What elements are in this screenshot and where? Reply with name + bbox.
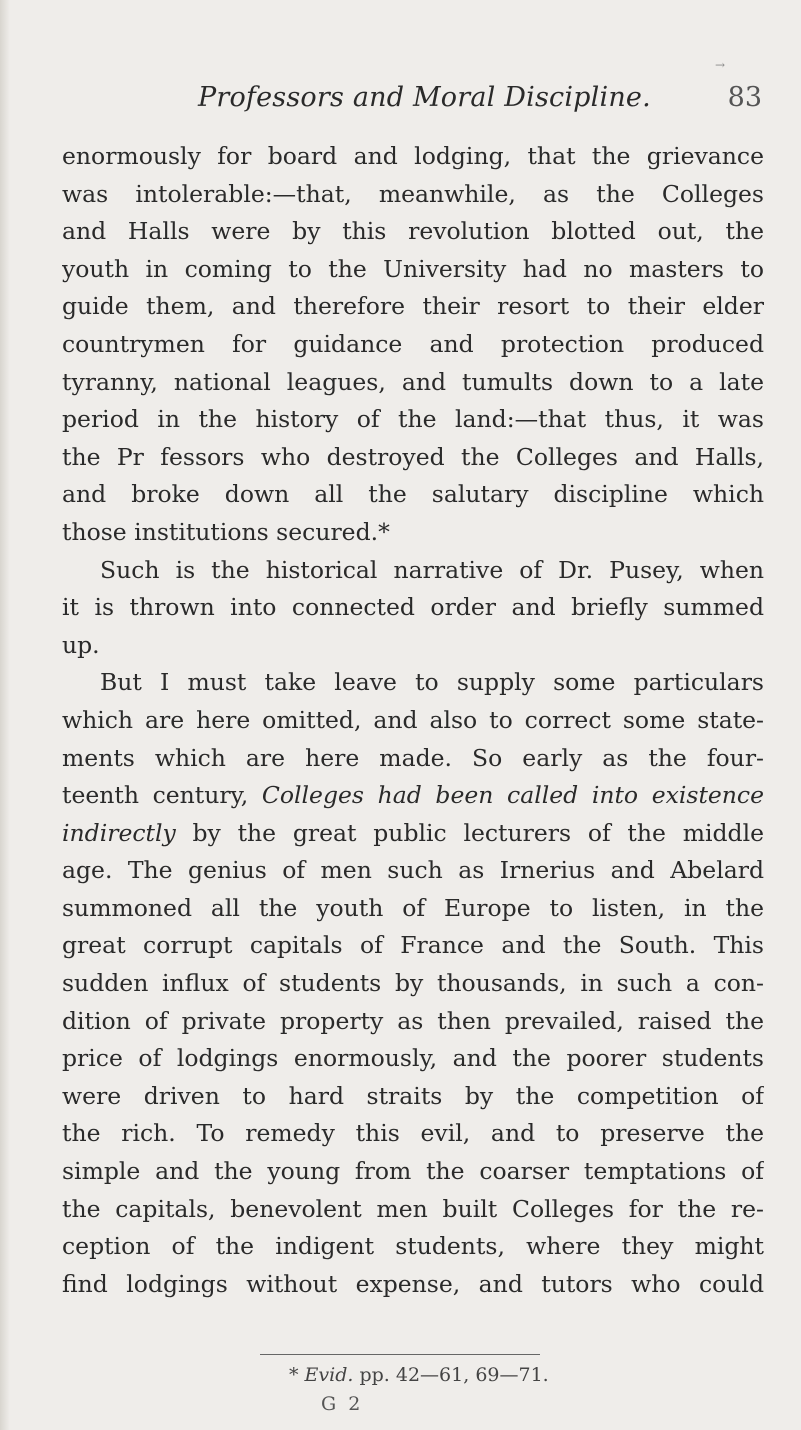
paragraph-2 [62, 552, 764, 665]
text-line: dition of private property as then prevailed, raised the [62, 1006, 764, 1035]
text-line [62, 815, 764, 853]
text-line: and broke down all the salutary discipline which [62, 480, 764, 509]
text-line [62, 777, 764, 815]
italic-emphasis: indirectly [62, 818, 176, 847]
text-line: youth in coming to the University had no masters to [62, 254, 764, 283]
text-line: find lodgings without expense, and tutors who could [62, 1269, 764, 1298]
italic-emphasis: Colleges had been called into existence [261, 781, 764, 810]
text-line: sudden influx of students by thousands, in such a con- [62, 969, 764, 998]
text-line: ments which are here made. So early as the four- [62, 743, 764, 772]
text-line: the capitals, benevolent men built Colleges for the re- [62, 1194, 764, 1223]
text-line: countrymen for guidance and protection produced [62, 329, 764, 358]
text-line: age. The genius of men such as Irnerius and Abelard [62, 856, 764, 885]
text-line: guide them, and therefore their resort to their elder [62, 292, 764, 321]
corner-mark: → [715, 58, 726, 72]
footnote-pages: pp. 42—61, 69—71. [353, 1364, 549, 1386]
footnote-rule [260, 1354, 540, 1355]
page-number: 83 [727, 82, 762, 113]
text-line: simple and the young from the coarser temptations of [62, 1157, 764, 1186]
signature-mark: G 2 [321, 1393, 364, 1415]
text-line: great corrupt capitals of France and the South. This [62, 931, 764, 960]
text-line: But I must take leave to supply some particulars [100, 668, 764, 697]
text-line: summoned all the youth of Europe to listen, in the [62, 893, 764, 922]
text-line: Such is the historical narrative of Dr. Pusey, when [100, 555, 764, 584]
running-head [62, 82, 762, 122]
footnote-source: Evid. [304, 1364, 354, 1386]
text-line: tyranny, national leagues, and tumults down to a late [62, 367, 764, 396]
text-line: those institutions secured.* [62, 517, 390, 546]
text-line: period in the history of the land:—that thus, it was [62, 405, 764, 434]
text-line: was intolerable:—that, meanwhile, as the Colleges [62, 179, 764, 208]
text-line: were driven to hard straits by the competition of [62, 1081, 764, 1110]
text-line: price of lodgings enormously, and the poorer students [62, 1044, 764, 1073]
text-line: up. [62, 630, 100, 659]
text-line: the Pr fessors who destroyed the Colleges and Halls, [62, 442, 764, 471]
body-text [62, 138, 764, 1303]
text-line: ception of the indigent students, where they might [62, 1232, 764, 1261]
paragraph-3 [62, 664, 764, 1303]
text-run: teenth century, [62, 781, 262, 810]
text-line: and Halls were by this revolution blotted out, the [62, 217, 764, 246]
text-line: the rich. To remedy this evil, and to preserve the [62, 1119, 764, 1148]
page-edge-shadow [0, 0, 10, 1430]
footnote [289, 1364, 549, 1386]
text-line: it is thrown into connected order and briefly summed [62, 593, 764, 622]
running-title: Professors and Moral Discipline. [198, 82, 651, 113]
text-line: which are here omitted, and also to correct some state- [62, 705, 764, 734]
text-run: by the great public lecturers of the middle [175, 818, 764, 847]
text-line: enormously for board and lodging, that the grievance [62, 142, 764, 170]
footnote-marker: * [289, 1364, 305, 1386]
paragraph-1 [62, 138, 764, 552]
